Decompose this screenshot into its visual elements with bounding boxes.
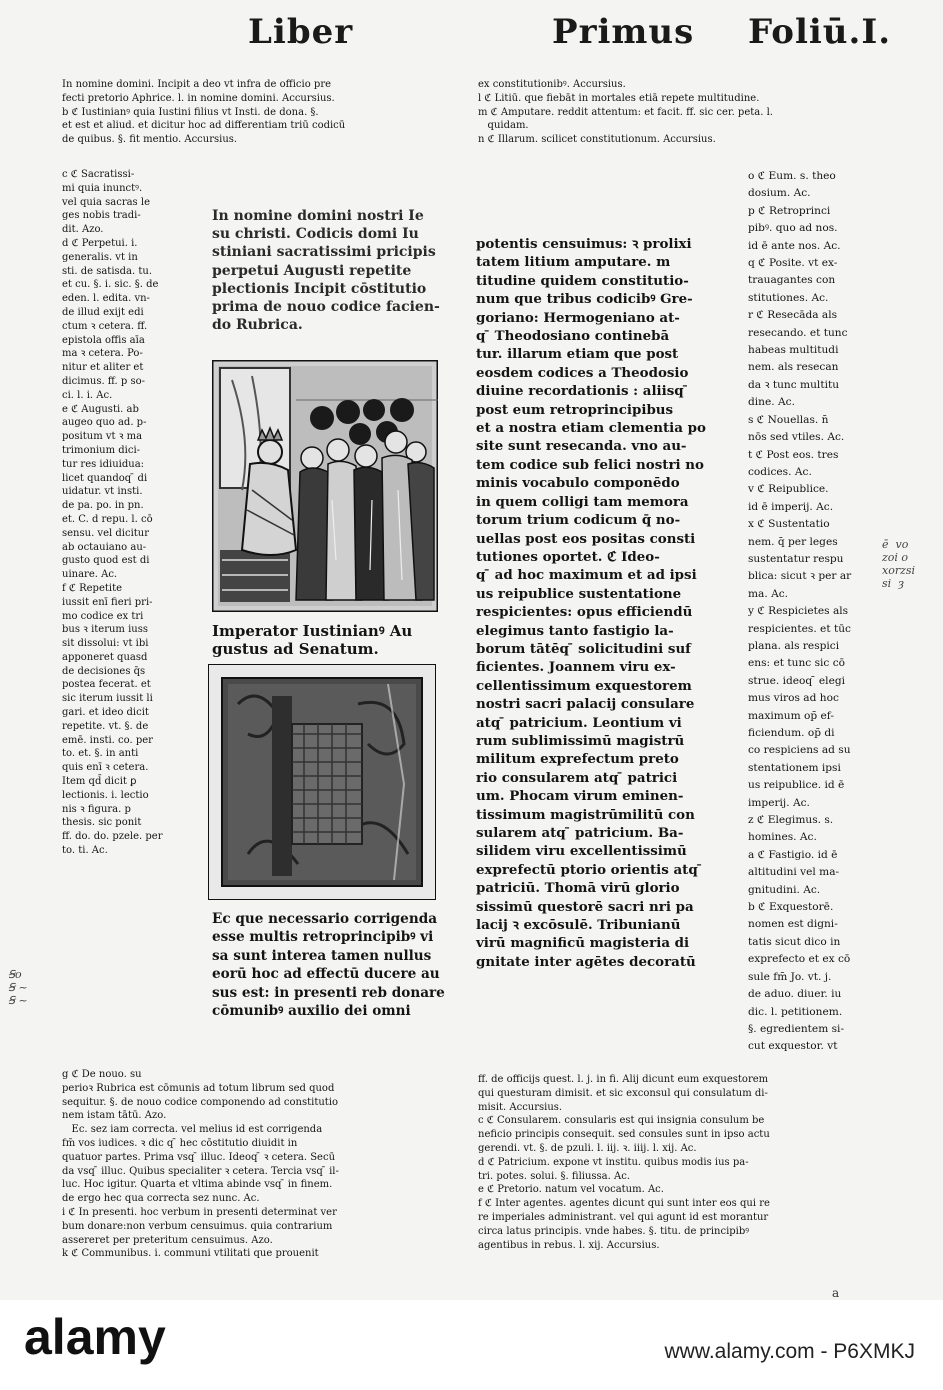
gloss-line: resecando. et tunc [748,326,848,339]
text-line: Ec que necessario corrigenda [212,911,438,927]
gloss-line: stentationem ipsi [748,761,841,774]
gloss-line: quis enī ꝛ cetera. [62,762,149,774]
gloss-line: In nomine domini. Incipit a deo vt infra de officio pre [62,79,332,90]
handwritten-margin-note-left: Ꞩo Ꞩ ~ Ꞩ ~ [8,968,28,1007]
gloss-line: blica: sicut ꝛ per ar [748,570,852,583]
gloss-line: homines. Ac. [748,831,817,844]
gloss-line: perioꝛ Rubrica est cōmunis ad totum librum sed quod [62,1082,335,1094]
gloss-line: nis ꝛ figura. p [62,803,131,815]
text-line: respicientes: opus efficiendū [476,604,693,621]
gloss-line: epistola offis aīa [62,334,145,346]
gloss-line: lectionis. i. lectio [62,789,149,801]
gloss-line: imperij. Ac. [748,796,810,809]
gloss-line: dic. l. petitionem. [748,1005,843,1018]
gloss-line: sule fm̄ Jo. vt. j. [748,970,832,983]
text-line: titudine quidem constitutio- [476,272,689,289]
alamy-logo-text: alamy [24,1309,166,1365]
gloss-line: generalis. vt in [62,251,138,263]
rubric-line: do Rubrica. [212,317,303,334]
right-gloss-bottom [478,1073,770,1252]
gloss-line: d ℭ Patricium. expone vt institu. quibus modis ius pa- [478,1156,749,1168]
center-body-text [212,910,445,1020]
gloss-line: t ℭ Post eos. tres [748,448,839,461]
rubric-line: su christi. Codicis domi Iu [212,226,419,243]
gloss-line: respicientes. et tūc [748,622,851,635]
gloss-line: trauagantes con [748,274,836,287]
gloss-line: exprefecto et ex cō [748,953,851,966]
decorated-initial-block [208,664,436,900]
right-gloss-top [478,78,773,147]
left-gloss-narrow [62,168,162,858]
text-line: eosdem codices a Theodosio [476,364,689,381]
text-line: sissimū questorē sacri nri pa [476,898,694,915]
text-line: nostri sacri palacij consulare [476,696,695,713]
gloss-line: ff. do. do. pzele. per [62,831,163,843]
gloss-line: nitur et aliter et [62,362,144,374]
text-line: patriciū. Thomā virū glorio [476,880,680,897]
text-line: cōmunibꝰ auxilio dei omni [212,1003,411,1020]
gloss-line: re imperiales administrant. vel qui agunt id est morantur [478,1211,769,1223]
gloss-line: to. et. §. in anti [62,748,139,760]
gloss-line: positum vt ꝛ ma [62,431,143,443]
text-line: atq ̄ patricium. Leontium vi [476,714,682,731]
rubric-line: perpetui Augusti repetite [212,262,412,279]
signature-mark: a [832,1286,840,1300]
gloss-line: ci. l. i. Ac. [62,389,113,401]
gloss-line: q ℭ Posite. vt ex- [748,257,838,270]
gloss-line: stitutiones. Ac. [748,291,829,304]
gloss-line: et. C. d repu. l. cō [62,513,153,525]
gloss-line: agentibus in rebus. l. xij. Accursius. [478,1239,660,1251]
text-line: exprefectū ptorio orientis atq ̄ [476,861,703,878]
imperator-heading [212,622,412,658]
gloss-line: sensu. vel dicitur [62,527,150,539]
text-line: gnitate inter agētes decoratū [476,953,696,970]
gloss-line: o ℭ Eum. s. theo [748,170,836,182]
gloss-line: §. egredientem si- [748,1022,845,1035]
gloss-line: de pa. po. in pn. [62,500,144,512]
text-line: minis vocabulo componēdo [476,475,680,492]
gloss-line: ma ꝛ cetera. Po- [62,348,143,360]
gloss-line: altitudini vel ma- [748,866,840,879]
gloss-line: de illud exijt edi [62,306,144,318]
gloss-line: a ℭ Fastigio. id ē [748,848,838,861]
gloss-line: repetite. vt. §. de [62,720,149,732]
right-gloss-narrow [748,168,851,1056]
gloss-line: misit. Accursius. [478,1101,563,1113]
text-line: borum tātēq ̄ solicitudini suf [476,640,691,657]
gloss-line: qui questuram dimisit. et sic exconsul qui consulatum di- [478,1087,768,1099]
text-line: in quem colligi tam memora [476,493,689,510]
text-line: sus est: in presenti reb donare [212,984,445,1001]
gloss-line: fecti pretorio Aphrice. l. in nomine domini. Accursius. [62,92,335,104]
gloss-line: dosium. Ac. [748,187,811,200]
rubric-title [212,207,440,334]
gloss-line: to. ti. Ac. [62,845,108,857]
gloss-line: g ℭ De nouo. su [62,1069,142,1080]
text-line: militum exprefectum preto [476,751,679,768]
gloss-line: neficio principis consequit. sed consules sunt in ipso actu [478,1129,770,1141]
gloss-line: Ec. sez iam correcta. vel melius id est corrigenda [62,1124,323,1136]
gloss-line: de ergo hec qua correcta sez nunc. Ac. [62,1193,260,1205]
gloss-line: sustentatur respu [748,552,844,565]
gloss-line: i ℭ In presenti. hoc verbum in presenti determinat ver [62,1206,337,1218]
gloss-line: mi quia inunctꝰ. [62,182,143,194]
woodcut-emperor-senate [212,360,438,612]
text-line: goriano: Hermogeniano at- [476,309,680,326]
text-line: q ̄ Theodosiano continebā [476,328,670,345]
gloss-line: b ℭ Iustinianꝰ quia Iustini filius vt Insti. de dona. §. [62,106,319,118]
text-line: diuine recordationis : aliisq ̄ [476,383,689,400]
text-line: num que tribus codicibꝰ Gre- [476,291,693,308]
watermark-url: www.alamy.com - P6XMKJ [664,1340,915,1363]
gloss-line: c ℭ Consularem. consularis est qui insignia consulum be [478,1115,765,1127]
gloss-line: Item qd̄ dicit ꝑ [62,776,137,788]
gloss-line: dicimus. ff. p so- [62,375,146,387]
gloss-line: ab octauiano au- [62,541,147,553]
gloss-line: codices. Ac. [748,465,812,478]
text-line: lacij ꝛ excōsulē. Tribunianū [476,917,681,934]
text-line: tissimum magistrūmilitū con [476,806,695,823]
gloss-line: bum donare:non verbum censuimus. quia contrarium [62,1220,333,1232]
text-line: tatem litium amputare. m [476,254,671,271]
text-line: tur. illarum etiam que post [476,346,679,363]
gloss-line: m ℭ Amputare. reddit attentum: et facit. ff. sic cer. peta. l. [478,106,773,118]
text-line: sa sunt interea tamen nullus [212,947,432,964]
gloss-line: v ℭ Reipublice. [748,483,829,496]
gloss-line: n ℭ Illarum. scilicet constitutionum. Accursius. [478,134,716,146]
gloss-line: mus viros ad hoc [748,692,839,705]
gloss-line: maximum op̄ ef- [748,709,834,722]
text-line: ficientes. Joannem viru ex- [476,659,676,676]
gloss-line: pibꝰ. quo ad nos. [748,222,838,235]
running-head-primus: Primus [552,12,695,52]
gloss-line: plana. als respici [748,639,840,652]
gloss-line: y ℭ Respicietes als [748,605,849,618]
text-line: post eum retroprincipibus [476,401,674,418]
gloss-line: e ℭ Augusti. ab [62,403,139,415]
text-line: rio consularem atq ̄ patrici [476,769,678,786]
gloss-line: tatis sicut dico in [748,935,841,948]
gloss-line: circa latus principis. vnde habes. §. titu. de principibꝰ [478,1225,750,1237]
gloss-line: trimonium dici- [62,444,141,456]
gloss-line: de quibus. §. fit mentio. Accursius. [62,134,238,146]
gloss-line: ens: et tunc sic cō [748,657,845,670]
text-line: cellentissimum exquestorem [476,677,692,694]
gloss-line: quidam. [478,120,529,132]
text-line: uellas post eos positas consti [476,530,696,547]
gloss-line: c ℭ Sacratissi- [62,169,135,180]
rubric-line: In nomine domini nostri Ie [212,208,424,224]
gloss-line: gusto quod est di [62,555,150,567]
gloss-line: nem istam tātū. Azo. [62,1110,167,1122]
text-line: et a nostra etiam clementia po [476,420,706,437]
gloss-line: thesis. sic ponit [62,817,142,829]
gloss-line: da ꝛ tunc multitu [748,378,840,391]
gloss-line: iussit enī fieri pri- [62,596,153,608]
gloss-line: mo codice ex tri [62,610,144,622]
running-head-folio: Foliū.I. [748,12,892,52]
gloss-line: apponeret quasd [62,651,148,663]
gloss-line: assereret per preteritum censuimus. Azo. [62,1234,273,1246]
text-line: silidem viru excellentissimū [476,843,687,860]
gloss-line: ges nobis tradi- [62,210,141,222]
text-line: potentis censuimus: ꝛ prolixi [476,236,692,252]
gloss-line: ctum ꝛ cetera. ff. [62,320,148,332]
main-text-column [476,235,706,971]
gloss-line: s ℭ Nouellas. n̄ [748,413,829,426]
running-head-liber: Liber [248,12,354,52]
text-line: eorū hoc ad effectū ducere au [212,966,440,983]
gloss-line: nem. als resecan [748,361,839,374]
gloss-line: nem. q̄ per leges [748,535,838,548]
text-line: q ̄ ad hoc maximum et ad ipsi [476,567,697,584]
gloss-line: z ℭ Elegimus. s. [748,814,834,827]
gloss-line: gari. et ideo dicit [62,707,149,719]
gloss-line: f ℭ Inter agentes. agentes dicunt qui sunt inter eos qui re [478,1198,770,1210]
gloss-line: et est et aliud. et dicitur hoc ad differentiam triū codicū [62,120,346,132]
text-line: site sunt resecanda. vno au- [476,438,687,455]
gloss-line: id ē imperij. Ac. [748,500,834,513]
gloss-line: et cu. §. i. sic. §. de [62,279,159,291]
gloss-line: nōs sed vtiles. Ac. [748,431,845,444]
text-line: virū magnificū magisteria di [476,935,690,952]
gloss-line: x ℭ Sustentatio [748,518,830,531]
gloss-line: ficiendum. op̄ di [748,727,835,739]
gloss-line: licet quandoq ̄ di [62,472,148,484]
gloss-line: sic iterum iussit li [62,693,153,705]
gloss-line: dit. Azo. [62,224,104,236]
gloss-line: gerendi. vt. §. de pzuli. l. iij. ꝛ. iiij. l. xij. Ac. [478,1142,697,1154]
gloss-line: ff. de officijs quest. l. j. in fi. Alij dicunt eum exquestorem [478,1074,769,1085]
gloss-line: k ℭ Communibus. i. communi vtilitati que prouenit [62,1248,319,1260]
rubric-line: stiniani sacratissimi pricipis [212,244,436,261]
gloss-line: sti. de satisda. tu. [62,265,153,277]
gloss-line: f ℭ Repetite [62,582,123,594]
gloss-line: augeo quo ad. p- [62,417,147,429]
text-line: rum sublimissimū magistrū [476,732,685,749]
gloss-line: id ē ante nos. Ac. [748,239,841,252]
text-line: tem codice sub felici nostri no [476,456,704,473]
heading-line: Imperator Iustinianꝰ Au [212,622,413,640]
left-gloss-bottom [62,1068,339,1261]
left-gloss-top [62,78,345,147]
gloss-line: de decisiones q̄s [62,665,146,677]
text-line: esse multis retroprincipibꝰ vi [212,929,434,946]
rubric-line: plectionis Incipit cōstitutio [212,280,427,297]
gloss-line: r ℭ Resecāda als [748,309,838,322]
gloss-line: nomen est digni- [748,918,838,931]
gloss-line: tri. potes. solui. §. filiussa. Ac. [478,1170,630,1182]
text-line: sularem atq ̄ patricium. Ba- [476,825,684,841]
gloss-line: e ℭ Pretorio. natum vel vocatum. Ac. [478,1184,664,1196]
handwritten-margin-note-right: ē vo zoi o xorzsi si ȝ [882,538,916,590]
gloss-line: co respiciens ad su [748,744,851,757]
gloss-line: strue. ideoq ̄ elegi [748,674,846,687]
gloss-line: cut exquestor. vt [748,1040,838,1053]
gloss-line: emē. insti. co. per [62,734,153,746]
gloss-line: de aduo. diuer. iu [748,988,842,1001]
gloss-line: d ℭ Perpetui. i. [62,237,138,249]
gloss-line: ma. Ac. [748,587,789,600]
gloss-line: tur res idiuidua: [62,458,145,470]
alamy-logo [24,1308,222,1366]
gloss-line: bus ꝛ iterum iuss [62,624,148,636]
gloss-line: p ℭ Retroprinci [748,204,831,217]
gloss-line: sit dissolui: vt ibi [62,638,149,650]
gloss-line: luc. Hoc igitur. Quarta et vltima abinde vsq ̄ in finem. [62,1179,333,1191]
heading-line: gustus ad Senatum. [212,640,379,658]
text-line: us reipublice sustentatione [476,585,682,602]
gloss-line: b ℭ Exquestorē. [748,901,834,914]
text-line: tutiones oportet. ℭ Ideo- [476,548,660,565]
gloss-line: uidatur. vt insti. [62,486,143,498]
text-line: um. Phocam virum eminen- [476,788,684,805]
gloss-line: ex constitutionibꝰ. Accursius. [478,79,626,90]
gloss-line: l ℭ Litiū. que fiebāt in mortales etiā repete multitudine. [478,92,760,104]
text-line: torum trium codicum q̄ no- [476,512,681,529]
gloss-line: habeas multitudi [748,344,839,357]
gloss-line: dine. Ac. [748,396,795,409]
gloss-line: postea fecerat. et [62,679,151,691]
gloss-line: gnitudini. Ac. [748,883,821,896]
rubric-line: prima de nouo codice facien- [212,299,440,316]
gloss-line: fm̄ vos iudices. ꝛ dic q ̄ hec cōstitutio diuidit in [62,1137,298,1149]
gloss-line: us reipublice. id ē [748,779,845,792]
text-line: elegimus tanto fastigio la- [476,622,674,639]
gloss-line: da vsq ̄ illuc. Quibus specialiter ꝛ cetera. Tercia vsq ̄ il- [62,1165,339,1177]
gloss-line: sequitur. §. de nouo codice componendo ad constitutio [62,1096,339,1108]
gloss-line: quatuor partes. Prima vsq ̄ illuc. Ideoq ̄ ꝛ cetera. Secū [62,1151,336,1163]
gloss-line: eden. l. edita. vn- [62,293,150,305]
gloss-line: vel quia sacras le [62,196,150,208]
gloss-line: uinare. Ac. [62,569,118,581]
